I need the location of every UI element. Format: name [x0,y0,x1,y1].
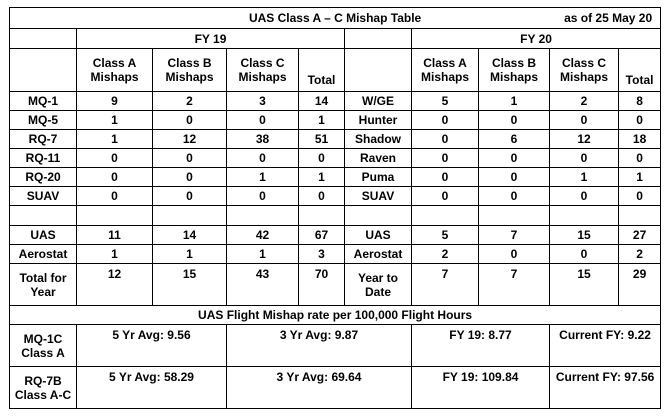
cell: 0 [153,111,227,130]
cell: 15 [550,264,619,306]
current-fy-rate: Current FY: 97.56 [550,367,661,409]
cell: 38 [227,130,299,149]
rate-row [10,367,661,409]
blank-cell [227,206,299,226]
cell: 51 [299,130,345,149]
rate-header: UAS Flight Mishap rate per 100,000 Flight Hours [10,306,661,325]
blank-cell [479,206,550,226]
title-cell [10,8,661,29]
cell: 18 [619,130,661,149]
fy20-col-class-a: Class A Mishaps [412,49,479,92]
cell: 0 [412,111,479,130]
fy20-row-label: W/GE [345,92,412,111]
cell: 0 [619,149,661,168]
cell: 12 [550,130,619,149]
table-row [10,187,661,206]
cell: 5 [412,92,479,111]
fy20-col-total: Total [619,49,661,92]
fy19-row-label: RQ-20 [10,168,77,187]
three-year-average: 3 Yr Avg: 9.87 [227,325,412,367]
cell: 27 [619,226,661,245]
table-row [10,149,661,168]
aerostat-summary-row [10,245,661,264]
cell: 43 [227,264,299,306]
blank-cell [619,206,661,226]
table-row [10,168,661,187]
cell: 0 [77,187,153,206]
fy20-row-label: Raven [345,149,412,168]
cell: 0 [227,187,299,206]
fy20-col-class-b: Class B Mishaps [479,49,550,92]
cell: 2 [619,245,661,264]
rate-row-label: MQ-1C Class A [10,325,77,367]
blank-cell [153,206,227,226]
cell: 15 [550,226,619,245]
cell: 1 [299,111,345,130]
cell: 15 [153,264,227,306]
cell: 1 [227,168,299,187]
cell: 8 [619,92,661,111]
rate-row [10,325,661,367]
fy20-uas-label: UAS [345,226,412,245]
blank-cell [550,206,619,226]
cell: 0 [153,168,227,187]
cell: 1 [153,245,227,264]
cell: 0 [77,168,153,187]
fy19-row-label: RQ-11 [10,149,77,168]
cell: 3 [227,92,299,111]
fy19-total-label: Total for Year [10,264,77,306]
cell: 42 [227,226,299,245]
fy19-col-total: Total [299,49,345,92]
cell: 0 [77,149,153,168]
fy20-row-label: SUAV [345,187,412,206]
blank-cell [412,206,479,226]
cell: 67 [299,226,345,245]
cell: 1 [299,168,345,187]
total-row [10,264,661,306]
cell: 0 [412,187,479,206]
five-year-average: 5 Yr Avg: 9.56 [77,325,227,367]
five-year-average: 5 Yr Avg: 58.29 [77,367,227,409]
fy19-aerostat-label: Aerostat [10,245,77,264]
fy20-col-class-c: Class C Mishaps [550,49,619,92]
fiscal-year-row [10,29,661,49]
table-row [10,111,661,130]
fy19-row-label: MQ-5 [10,111,77,130]
cell: 0 [550,245,619,264]
cell: 1 [619,168,661,187]
cell: 11 [77,226,153,245]
fy19-rate: FY 19: 109.84 [412,367,550,409]
cell: 2 [412,245,479,264]
three-year-average: 3 Yr Avg: 69.64 [227,367,412,409]
cell: 1 [77,111,153,130]
fy19-header: FY 19 [77,29,345,49]
blank-cell [345,206,412,226]
cell: 29 [619,264,661,306]
blank-cell [10,206,77,226]
column-header-row [10,49,661,92]
cell: 0 [479,187,550,206]
corner-cell [10,29,77,49]
current-fy-rate: Current FY: 9.22 [550,325,661,367]
table-row [10,92,661,111]
cell: 0 [550,187,619,206]
cell: 0 [479,168,550,187]
table-title: UAS Class A – C Mishap Table [248,11,422,25]
column-header-blank [10,49,77,92]
cell: 6 [479,130,550,149]
cell: 0 [227,149,299,168]
title-row [10,8,661,29]
fy20-aerostat-label: Aerostat [345,245,412,264]
cell: 0 [479,111,550,130]
cell: 14 [153,226,227,245]
cell: 12 [77,264,153,306]
cell: 3 [299,245,345,264]
table-row [10,130,661,149]
fy19-row-label: MQ-1 [10,92,77,111]
cell: 1 [77,130,153,149]
fy20-total-label: Year to Date [345,264,412,306]
cell: 70 [299,264,345,306]
fy19-col-class-c: Class C Mishaps [227,49,299,92]
fy19-col-class-a: Class A Mishaps [77,49,153,92]
cell: 7 [412,264,479,306]
rate-header-row [10,306,661,325]
cell: 9 [77,92,153,111]
rate-row-label: RQ-7B Class A-C [10,367,77,409]
cell: 1 [479,92,550,111]
cell: 2 [153,92,227,111]
fy19-col-class-b: Class B Mishaps [153,49,227,92]
fy20-row-label: Hunter [345,111,412,130]
cell: 0 [479,245,550,264]
fy19-row-label: SUAV [10,187,77,206]
cell: 0 [227,111,299,130]
cell: 1 [77,245,153,264]
fy20-row-label: Shadow [345,130,412,149]
cell: 0 [550,149,619,168]
cell: 0 [619,187,661,206]
cell: 0 [619,111,661,130]
blank-cell [77,206,153,226]
cell: 0 [153,149,227,168]
spacer-row [10,206,661,226]
fy19-rate: FY 19: 8.77 [412,325,550,367]
cell: 0 [299,187,345,206]
mishap-table [9,7,661,409]
cell: 0 [550,111,619,130]
cell: 12 [153,130,227,149]
cell: 0 [412,168,479,187]
cell: 0 [153,187,227,206]
fy19-row-label: RQ-7 [10,130,77,149]
blank-cell [299,206,345,226]
cell: 5 [412,226,479,245]
fy19-uas-label: UAS [10,226,77,245]
cell: 14 [299,92,345,111]
uas-summary-row [10,226,661,245]
fy20-row-label: Puma [345,168,412,187]
cell: 7 [479,226,550,245]
cell: 1 [227,245,299,264]
fy20-header: FY 20 [412,29,661,49]
as-of-date: as of 25 May 20 [564,11,653,25]
cell: 1 [550,168,619,187]
fy20-corner-cell [345,29,412,49]
fy20-column-header-blank [345,49,412,92]
cell: 0 [412,130,479,149]
cell: 0 [412,149,479,168]
cell: 7 [479,264,550,306]
cell: 2 [550,92,619,111]
cell: 0 [299,149,345,168]
cell: 0 [479,149,550,168]
